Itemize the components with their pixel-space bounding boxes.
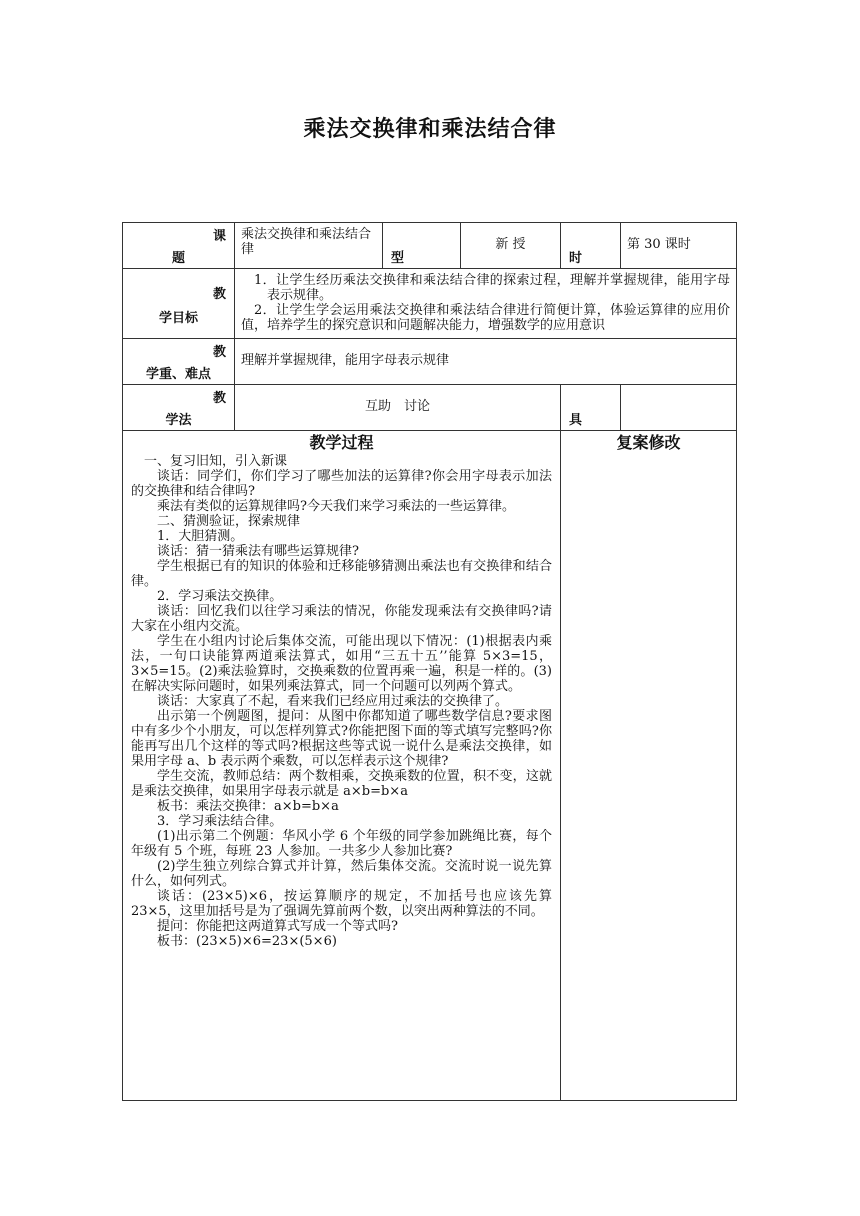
process-paragraph: 3．学习乘法结合律。 bbox=[157, 814, 283, 829]
label-tools-b: 具 bbox=[569, 413, 583, 428]
revision-cell bbox=[561, 431, 737, 1101]
process-paragraph: 出示第一个例题图，提问：从图中你都知道了哪些数学信息?要求图中有多少个小朋友，可以怎样列算式?你能把图下面的等式填写完整吗?你能再写出几个这样的等式吗?根据这些等式说一说什么是乘法交换律，如果用字母 a、b 表示两个乘数，可以怎样表示这个规律? bbox=[131, 709, 552, 769]
type-value: 新 授 bbox=[461, 223, 561, 269]
label-topic-b: 题 bbox=[171, 251, 185, 266]
revision-heading: 复案修改 bbox=[616, 433, 681, 452]
label-method-b: 学法 bbox=[165, 413, 192, 428]
topic-value: 乘法交换律和乘法结合律 bbox=[235, 223, 383, 269]
label-method-a: 教 bbox=[212, 391, 226, 406]
label-goals-a: 教 bbox=[212, 287, 226, 302]
label-method bbox=[123, 385, 235, 431]
time-value: 第 30 课时 bbox=[621, 223, 737, 269]
label-topic bbox=[123, 223, 235, 269]
goals-cell bbox=[235, 269, 737, 339]
process-paragraph: 乘法有类似的运算规律吗?今天我们来学习乘法的一些运算律。 bbox=[157, 499, 515, 514]
process-cell bbox=[123, 431, 561, 1101]
label-goals bbox=[123, 269, 235, 339]
process-paragraph: 谈话：回忆我们以往学习乘法的情况，你能发现乘法有交换律吗?请大家在小组内交流。 bbox=[131, 604, 552, 634]
keypoints-value: 理解并掌握规律，能用字母表示规律 bbox=[235, 339, 737, 385]
process-paragraph: 谈话：同学们，你们学习了哪些加法的运算律?你会用字母表示加法的交换律和结合律吗? bbox=[131, 469, 552, 499]
tools-value bbox=[621, 385, 737, 431]
process-heading: 教学过程 bbox=[309, 433, 374, 452]
process-paragraph: 学生在小组内讨论后集体交流，可能出现以下情况：(1)根据表内乘法，一句口诀能算两道乘法算式，如用“三五十五’’能算 5×3=15，3×5=15。(2)乘法验算时，交换乘数的位置再乘一遍，积是一样的。(3)在解决实际问题时，如果列乘法算式，同一个问题可以列两个算式。 bbox=[131, 634, 552, 694]
process-paragraph: 学生交流，教师总结：两个数相乘，交换乘数的位置，积不变，这就是乘法交换律，如果用字母表示就是 a×b=b×a bbox=[131, 769, 552, 799]
process-paragraph: 谈话：大家真了不起，看来我们已经应用过乘法的交换律了。 bbox=[157, 694, 509, 709]
goal-item: 1．让学生经历乘法交换律和乘法结合律的探索过程，理解并掌握规律，能用字母表示规律。 bbox=[254, 273, 730, 303]
document-title: 乘法交换律和乘法结合律 bbox=[303, 116, 557, 142]
label-tools bbox=[561, 385, 621, 431]
process-paragraph: (2)学生独立列综合算式并计算，然后集体交流。交流时说一说先算什么，如何列式。 bbox=[131, 859, 552, 889]
method-value: 互助 讨论 bbox=[235, 385, 561, 431]
process-paragraph: 谈话：(23×5)×6，按运算顺序的规定，不加括号也应该先算 23×5，这里加括号是为了强调先算前两个数，以突出两种算法的不同。 bbox=[131, 889, 552, 919]
process-paragraph: 一、复习旧知，引入新课 bbox=[144, 454, 288, 469]
lesson-plan-table bbox=[122, 222, 737, 1101]
process-paragraph: 提问：你能把这两道算式写成一个等式吗? bbox=[157, 919, 398, 934]
process-paragraph: 谈话：猜一猜乘法有哪些运算规律? bbox=[157, 544, 359, 559]
label-goals-b: 学目标 bbox=[158, 311, 198, 326]
label-type bbox=[383, 223, 461, 269]
process-paragraph: 2．学习乘法交换律。 bbox=[157, 589, 283, 604]
label-keypoints-a: 教 bbox=[212, 345, 226, 360]
label-keypoints bbox=[123, 339, 235, 385]
label-type-b: 型 bbox=[391, 251, 405, 266]
process-paragraph: 1．大胆猜测。 bbox=[157, 529, 244, 544]
label-time bbox=[561, 223, 621, 269]
process-paragraph: 二、猜测验证，探索规律 bbox=[157, 514, 301, 529]
label-topic-a: 课 bbox=[212, 229, 226, 244]
process-paragraph: (1)出示第二个例题：华风小学 6 个年级的同学参加跳绳比赛，每个年级有 5 个班，每班 23 人参加。一共多少人参加比赛? bbox=[131, 829, 552, 859]
label-time-b: 时 bbox=[569, 251, 583, 266]
process-paragraph: 板书：乘法交换律：a×b=b×a bbox=[157, 799, 339, 814]
goal-item: 2．让学生学会运用乘法交换律和乘法结合律进行简便计算，体验运算律的应用价值，培养学生的探究意识和问题解决能力，增强数学的应用意识 bbox=[241, 303, 730, 333]
label-keypoints-b: 学重、难点 bbox=[145, 367, 211, 382]
process-paragraph: 板书：(23×5)×6=23×(5×6) bbox=[157, 934, 337, 949]
process-paragraph: 学生根据已有的知识的体验和迁移能够猜测出乘法也有交换律和结合律。 bbox=[131, 559, 552, 589]
